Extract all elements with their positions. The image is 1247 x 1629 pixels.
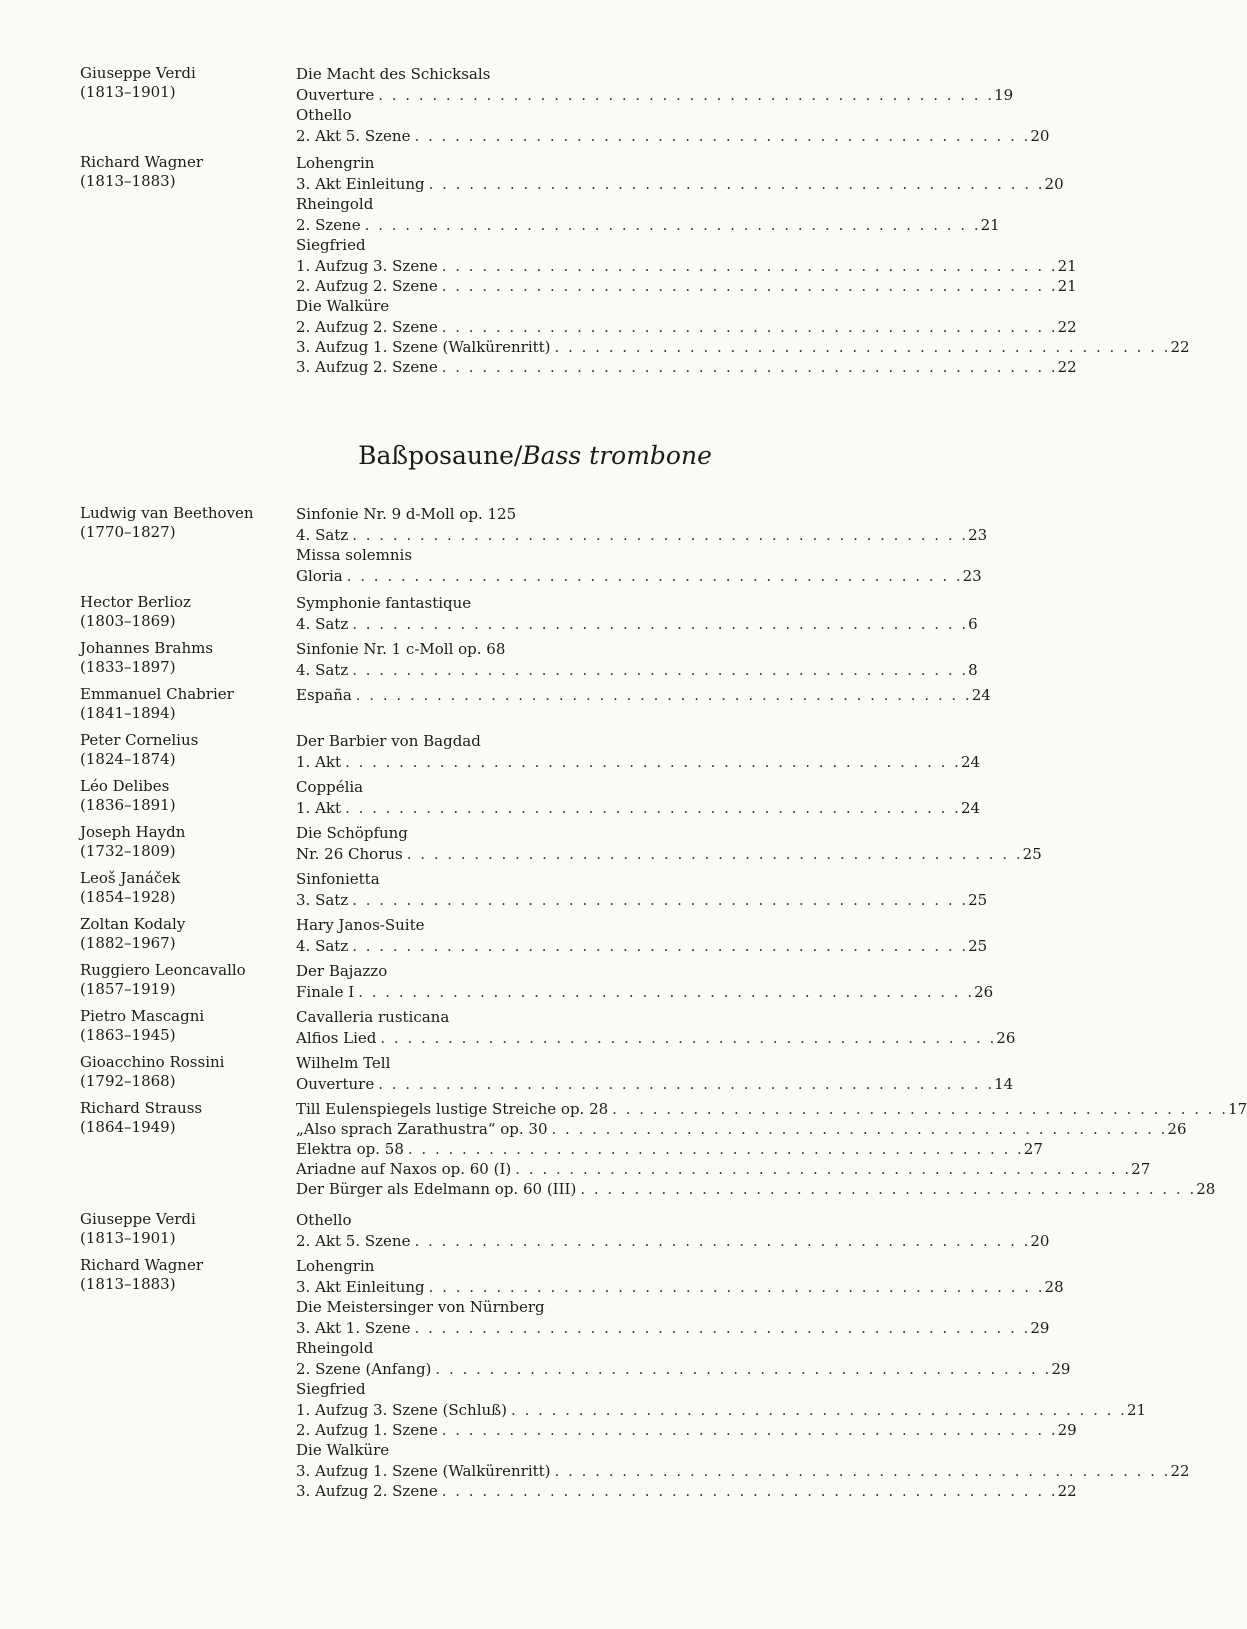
- works: [296, 823, 1042, 864]
- toc-item[interactable]: [296, 660, 978, 680]
- toc-item-label: Ariadne auf Naxos op. 60 (I): [296, 1160, 512, 1178]
- composer: [80, 869, 280, 907]
- leader-dots: . . . . . . . . . . . . . . . . . . . . . . . . . . . . . . . . . . . . . . . . . . . . . .: [352, 661, 969, 679]
- toc-item-page: 29: [1057, 1420, 1077, 1439]
- composer: [80, 1210, 280, 1248]
- toc-item-page: 21: [980, 216, 1000, 235]
- section-title: [0, 440, 900, 472]
- works: [296, 64, 1050, 146]
- toc-item[interactable]: [296, 317, 1077, 337]
- work-title: Sinfonie Nr. 9 d-Moll op. 125: [296, 505, 517, 523]
- leader-dots: . . . . . . . . . . . . . . . . . . . . . . . . . . . . . . . . . . . . . . . . . . . . . .: [358, 983, 975, 1001]
- section-title-text: Baßposaune/: [358, 441, 523, 470]
- leader-dots: . . . . . . . . . . . . . . . . . . . . . . . . . . . . . . . . . . . . . . . . . . . . . .: [441, 1420, 1058, 1439]
- work-title: Sinfonie Nr. 1 c-Moll op. 68: [296, 640, 506, 658]
- leader-dots: . . . . . . . . . . . . . . . . . . . . . . . . . . . . . . . . . . . . . . . . . . . . . .: [345, 799, 961, 817]
- composer: [80, 1256, 280, 1294]
- toc-item-label: 1. Akt: [296, 753, 342, 771]
- composer-name: Léo Delibes: [80, 777, 170, 795]
- composer-years: (1813–1901): [80, 83, 176, 101]
- leader-dots: . . . . . . . . . . . . . . . . . . . . . . . . . . . . . . . . . . . . . . . . . . . . . .: [435, 1359, 1052, 1378]
- toc-item[interactable]: [296, 276, 1077, 296]
- work-title: Der Barbier von Bagdad: [296, 732, 481, 750]
- work-title: Wilhelm Tell: [296, 1054, 391, 1072]
- leader-dots: . . . . . . . . . . . . . . . . . . . . . . . . . . . . . . . . . . . . . . . . . . . . . .: [580, 1180, 1197, 1198]
- works: [296, 1053, 1014, 1094]
- toc-item[interactable]: [296, 1074, 1014, 1094]
- toc-item-label: 2. Akt 5. Szene: [296, 1231, 411, 1250]
- toc-item-page: 24: [971, 686, 991, 704]
- composer-name: Ludwig van Beethoven: [80, 504, 254, 522]
- toc-item-label: 4. Satz: [296, 937, 349, 955]
- composer: [80, 1007, 280, 1045]
- composer-name: Peter Cornelius: [80, 731, 199, 749]
- toc-item[interactable]: [296, 566, 982, 586]
- leader-dots: . . . . . . . . . . . . . . . . . . . . . . . . . . . . . . . . . . . . . . . . . . . . . .: [352, 615, 969, 633]
- toc-item-label: 2. Aufzug 2. Szene: [296, 318, 438, 337]
- composer: [80, 731, 280, 769]
- toc-item[interactable]: [296, 1277, 1064, 1297]
- toc-item-page: 26: [974, 983, 994, 1001]
- toc-item-page: 21: [1126, 1400, 1147, 1419]
- leader-dots: . . . . . . . . . . . . . . . . . . . . . . . . . . . . . . . . . . . . . . . . . . . . . .: [352, 891, 969, 909]
- toc-item-label: Finale I: [296, 983, 355, 1001]
- toc-item-page: 28: [1044, 1277, 1064, 1296]
- leader-dots: . . . . . . . . . . . . . . . . . . . . . . . . . . . . . . . . . . . . . . . . . . . . . .: [515, 1160, 1132, 1178]
- composer-years: (1803–1869): [80, 612, 176, 630]
- toc-item-label: 4. Satz: [296, 526, 349, 544]
- works: [296, 961, 994, 1002]
- toc-item-page: 22: [1057, 318, 1077, 337]
- toc-item[interactable]: [296, 1139, 1043, 1159]
- work-title: Der Bajazzo: [296, 962, 388, 980]
- toc-item-label: Ouverture: [296, 86, 375, 104]
- toc-item[interactable]: [296, 890, 988, 910]
- toc-item[interactable]: [296, 1420, 1077, 1440]
- leader-dots: . . . . . . . . . . . . . . . . . . . . . . . . . . . . . . . . . . . . . . . . . . . . . .: [551, 1120, 1168, 1138]
- composer-years: (1864–1949): [80, 1118, 176, 1136]
- leader-dots: . . . . . . . . . . . . . . . . . . . . . . . . . . . . . . . . . . . . . . . . . . . . . .: [441, 257, 1058, 276]
- toc-item-label: 1. Aufzug 3. Szene (Schluß): [296, 1400, 508, 1419]
- toc-item-page: 25: [968, 891, 988, 909]
- work-title: Die Meistersinger von Nürnberg: [296, 1297, 545, 1316]
- toc-item[interactable]: [296, 1461, 1190, 1481]
- toc-item-label: 2. Aufzug 2. Szene: [296, 277, 438, 296]
- composer: [80, 685, 280, 723]
- works: [296, 153, 1190, 377]
- toc-item-label: 3. Akt 1. Szene: [296, 1318, 411, 1337]
- toc-item[interactable]: [296, 798, 981, 818]
- leader-dots: . . . . . . . . . . . . . . . . . . . . . . . . . . . . . . . . . . . . . . . . . . . . . .: [554, 338, 1171, 357]
- toc-item-page: 19: [994, 86, 1014, 104]
- composer-name: Gioacchino Rossini: [80, 1053, 225, 1071]
- leader-dots: . . . . . . . . . . . . . . . . . . . . . . . . . . . . . . . . . . . . . . . . . . . . . .: [612, 1100, 1229, 1118]
- toc-item-page: 27: [1131, 1160, 1151, 1178]
- toc-item-label: 3. Akt Einleitung: [296, 1277, 425, 1296]
- toc-item[interactable]: [296, 1179, 1216, 1199]
- composer-years: (1770–1827): [80, 523, 176, 541]
- work-title: Missa solemnis: [296, 546, 413, 564]
- composer-years: (1854–1928): [80, 888, 176, 906]
- toc-item-page: 17: [1228, 1100, 1247, 1118]
- toc-item-page: 23: [968, 526, 988, 544]
- work-title: Lohengrin: [296, 154, 375, 173]
- leader-dots: . . . . . . . . . . . . . . . . . . . . . . . . . . . . . . . . . . . . . . . . . . . . . .: [511, 1400, 1127, 1419]
- toc-item-label: „Also sprach Zarathustra“ op. 30: [296, 1120, 548, 1138]
- composer-years: (1863–1945): [80, 1026, 176, 1044]
- work-title: Siegfried: [296, 1379, 366, 1398]
- leader-dots: . . . . . . . . . . . . . . . . . . . . . . . . . . . . . . . . . . . . . . . . . . . . . .: [414, 1318, 1031, 1337]
- toc-item-page: 21: [1057, 257, 1077, 276]
- composer-name: Zoltan Kodaly: [80, 915, 186, 933]
- toc-item-page: 20: [1044, 175, 1064, 194]
- toc-item-label: Nr. 26 Chorus: [296, 845, 403, 863]
- leader-dots: . . . . . . . . . . . . . . . . . . . . . . . . . . . . . . . . . . . . . . . . . . . . . .: [364, 216, 981, 235]
- toc-item[interactable]: [296, 614, 978, 634]
- toc-item-page: 20: [1030, 1231, 1050, 1250]
- composer-years: (1882–1967): [80, 934, 176, 952]
- composer-years: (1813–1901): [80, 1228, 176, 1247]
- leader-dots: . . . . . . . . . . . . . . . . . . . . . . . . . . . . . . . . . . . . . . . . . . . . . .: [345, 753, 961, 771]
- toc-item-page: 22: [1057, 358, 1077, 377]
- composer-years: (1857–1919): [80, 980, 176, 998]
- work-title: Coppélia: [296, 778, 364, 796]
- toc-item[interactable]: [296, 1119, 1187, 1139]
- work-title: Othello: [296, 1210, 352, 1229]
- toc-item[interactable]: [296, 1318, 1050, 1338]
- works: [296, 593, 978, 634]
- toc-item-label: Gloria: [296, 567, 343, 585]
- toc-item-page: 6: [968, 615, 978, 633]
- toc-item-page: 22: [1057, 1481, 1077, 1500]
- toc-item-page: 27: [1023, 1140, 1043, 1158]
- composer-name: Hector Berlioz: [80, 593, 191, 611]
- toc-item-label: 1. Akt: [296, 799, 342, 817]
- works: [296, 1256, 1190, 1501]
- leader-dots: . . . . . . . . . . . . . . . . . . . . . . . . . . . . . . . . . . . . . . . . . . . . . .: [414, 127, 1031, 145]
- composer-name: Joseph Haydn: [80, 823, 186, 841]
- works: [296, 1099, 1247, 1199]
- composer-years: (1732–1809): [80, 842, 176, 860]
- toc-item-label: 1. Aufzug 3. Szene: [296, 257, 438, 276]
- toc-item-label: 2. Aufzug 1. Szene: [296, 1420, 438, 1439]
- work-title: Die Walküre: [296, 297, 390, 316]
- composer: [80, 915, 280, 953]
- leader-dots: . . . . . . . . . . . . . . . . . . . . . . . . . . . . . . . . . . . . . . . . . . . . . .: [380, 1029, 997, 1047]
- leader-dots: . . . . . . . . . . . . . . . . . . . . . . . . . . . . . . . . . . . . . . . . . . . . . .: [441, 358, 1058, 377]
- works: [296, 1210, 1050, 1251]
- toc-item[interactable]: [296, 685, 991, 705]
- leader-dots: . . . . . . . . . . . . . . . . . . . . . . . . . . . . . . . . . . . . . . . . . . . . . .: [378, 1075, 995, 1093]
- composer-years: (1836–1891): [80, 796, 176, 814]
- composer: [80, 153, 280, 191]
- toc-item[interactable]: [296, 525, 988, 545]
- toc-item[interactable]: [296, 1359, 1071, 1379]
- composer-name: Richard Wagner: [80, 153, 204, 172]
- work-title: Symphonie fantastique: [296, 594, 472, 612]
- toc-item-label: 4. Satz: [296, 661, 349, 679]
- composer-name: Richard Wagner: [80, 1255, 204, 1274]
- toc-item[interactable]: [296, 1159, 1151, 1179]
- work-title: Rheingold: [296, 1338, 374, 1357]
- toc-item-label: 4. Satz: [296, 615, 349, 633]
- leader-dots: . . . . . . . . . . . . . . . . . . . . . . . . . . . . . . . . . . . . . . . . . . . . . .: [441, 1481, 1058, 1500]
- work-title: Die Macht des Schicksals: [296, 65, 491, 83]
- work-title: Siegfried: [296, 236, 366, 255]
- toc-item-label: 3. Aufzug 2. Szene: [296, 358, 438, 377]
- toc-item-label: 3. Aufzug 2. Szene: [296, 1481, 438, 1500]
- composer: [80, 823, 280, 861]
- leader-dots: . . . . . . . . . . . . . . . . . . . . . . . . . . . . . . . . . . . . . . . . . . . . . .: [441, 318, 1058, 337]
- toc-item-page: 20: [1030, 127, 1050, 145]
- toc-item-page: 14: [994, 1075, 1014, 1093]
- composer-years: (1841–1894): [80, 704, 176, 722]
- composer-years: (1813–1883): [80, 1274, 176, 1293]
- toc-item-label: Alfios Lied: [296, 1029, 377, 1047]
- toc-item-page: 8: [968, 661, 978, 679]
- toc-item[interactable]: [296, 1400, 1147, 1420]
- toc-item[interactable]: [296, 844, 1042, 864]
- leader-dots: . . . . . . . . . . . . . . . . . . . . . . . . . . . . . . . . . . . . . . . . . . . . . .: [407, 1140, 1024, 1158]
- toc-item[interactable]: [296, 1231, 1050, 1251]
- leader-dots: . . . . . . . . . . . . . . . . . . . . . . . . . . . . . . . . . . . . . . . . . . . . . .: [414, 1231, 1031, 1250]
- toc-item[interactable]: [296, 936, 988, 956]
- work-title: Othello: [296, 106, 352, 124]
- composer-name: Emmanuel Chabrier: [80, 685, 234, 703]
- toc-item-page: 26: [996, 1029, 1016, 1047]
- leader-dots: . . . . . . . . . . . . . . . . . . . . . . . . . . . . . . . . . . . . . . . . . . . . . .: [378, 86, 995, 104]
- toc-item-page: 21: [1057, 277, 1077, 296]
- toc-item[interactable]: [296, 337, 1190, 357]
- composer: [80, 64, 280, 102]
- toc-item-label: 2. Akt 5. Szene: [296, 127, 411, 145]
- toc-item[interactable]: [296, 215, 1000, 235]
- composer-name: Giuseppe Verdi: [80, 64, 196, 82]
- toc-item-page: 24: [960, 799, 981, 817]
- toc-item[interactable]: [296, 752, 981, 772]
- leader-dots: . . . . . . . . . . . . . . . . . . . . . . . . . . . . . . . . . . . . . . . . . . . . . .: [428, 1277, 1045, 1296]
- works: [296, 731, 981, 772]
- works: [296, 915, 988, 956]
- toc-item-label: Till Eulenspiegels lustige Streiche op. 28: [296, 1100, 609, 1118]
- works: [296, 685, 991, 705]
- composer-name: Leoš Janáček: [80, 869, 181, 887]
- toc-item-page: 28: [1196, 1180, 1216, 1198]
- leader-dots: . . . . . . . . . . . . . . . . . . . . . . . . . . . . . . . . . . . . . . . . . . . . . .: [428, 175, 1045, 194]
- composer-name: Ruggiero Leoncavallo: [80, 961, 246, 979]
- toc-item-page: 22: [1170, 1461, 1190, 1480]
- composer-years: (1824–1874): [80, 750, 176, 768]
- toc-item-page: 24: [960, 753, 981, 771]
- toc-item[interactable]: [296, 982, 994, 1002]
- work-title: Rheingold: [296, 195, 374, 214]
- composer-years: (1833–1897): [80, 658, 176, 676]
- leader-dots: . . . . . . . . . . . . . . . . . . . . . . . . . . . . . . . . . . . . . . . . . . . . . .: [352, 937, 969, 955]
- works: [296, 639, 978, 680]
- toc-item-page: 22: [1170, 338, 1190, 357]
- work-title: Lohengrin: [296, 1256, 375, 1275]
- composer-years: (1813–1883): [80, 172, 176, 191]
- works: [296, 777, 981, 818]
- leader-dots: . . . . . . . . . . . . . . . . . . . . . . . . . . . . . . . . . . . . . . . . . . . . . .: [355, 686, 972, 704]
- leader-dots: . . . . . . . . . . . . . . . . . . . . . . . . . . . . . . . . . . . . . . . . . . . . . .: [352, 526, 969, 544]
- composer: [80, 961, 280, 999]
- toc-item-page: 29: [1051, 1359, 1071, 1378]
- leader-dots: . . . . . . . . . . . . . . . . . . . . . . . . . . . . . . . . . . . . . . . . . . . . . .: [406, 845, 1023, 863]
- toc-item[interactable]: [296, 1481, 1077, 1501]
- composer: [80, 593, 280, 631]
- toc-item-page: 29: [1030, 1318, 1050, 1337]
- section-title-italic: Bass trombone: [522, 441, 712, 470]
- composer-name: Johannes Brahms: [80, 639, 214, 657]
- composer: [80, 1099, 280, 1137]
- toc-item-page: 26: [1167, 1120, 1187, 1138]
- toc-item-label: 2. Szene (Anfang): [296, 1359, 432, 1378]
- work-title: Sinfonietta: [296, 870, 380, 888]
- composer-years: (1792–1868): [80, 1072, 176, 1090]
- composer-name: Pietro Mascagni: [80, 1007, 205, 1025]
- toc-item-page: 25: [968, 937, 988, 955]
- toc-item-label: Elektra op. 58: [296, 1140, 404, 1158]
- toc-item-label: 3. Satz: [296, 891, 349, 909]
- work-title: Hary Janos-Suite: [296, 916, 425, 934]
- toc-item-label: Der Bürger als Edelmann op. 60 (III): [296, 1180, 577, 1198]
- composer: [80, 777, 280, 815]
- toc-item[interactable]: [296, 126, 1050, 146]
- toc-item[interactable]: [296, 1028, 1016, 1048]
- toc-item[interactable]: [296, 174, 1064, 194]
- toc-item-label: España: [296, 686, 352, 704]
- composer: [80, 639, 280, 677]
- toc-item[interactable]: [296, 85, 1014, 105]
- toc-item-label: Ouverture: [296, 1075, 375, 1093]
- works: [296, 1007, 1016, 1048]
- works: [296, 504, 988, 586]
- toc-item-label: 3. Akt Einleitung: [296, 175, 425, 194]
- toc-item[interactable]: [296, 1099, 1247, 1119]
- composer-name: Richard Strauss: [80, 1099, 203, 1117]
- toc-item-page: 25: [1022, 845, 1042, 863]
- leader-dots: . . . . . . . . . . . . . . . . . . . . . . . . . . . . . . . . . . . . . . . . . . . . . .: [554, 1461, 1171, 1480]
- toc-item-label: 3. Aufzug 1. Szene (Walkürenritt): [296, 1461, 551, 1480]
- toc-item[interactable]: [296, 256, 1077, 276]
- composer: [80, 1053, 280, 1091]
- composer: [80, 504, 280, 542]
- toc-item[interactable]: [296, 357, 1077, 377]
- toc-item-label: 3. Aufzug 1. Szene (Walkürenritt): [296, 338, 551, 357]
- work-title: Die Walküre: [296, 1440, 390, 1459]
- toc-item-page: 23: [962, 567, 982, 585]
- works: [296, 869, 988, 910]
- leader-dots: . . . . . . . . . . . . . . . . . . . . . . . . . . . . . . . . . . . . . . . . . . . . . .: [441, 277, 1058, 296]
- leader-dots: . . . . . . . . . . . . . . . . . . . . . . . . . . . . . . . . . . . . . . . . . . . . . .: [346, 567, 963, 585]
- work-title: Die Schöpfung: [296, 824, 408, 842]
- composer-name: Giuseppe Verdi: [80, 1209, 196, 1228]
- toc-item-label: 2. Szene: [296, 216, 361, 235]
- work-title: Cavalleria rusticana: [296, 1008, 450, 1026]
